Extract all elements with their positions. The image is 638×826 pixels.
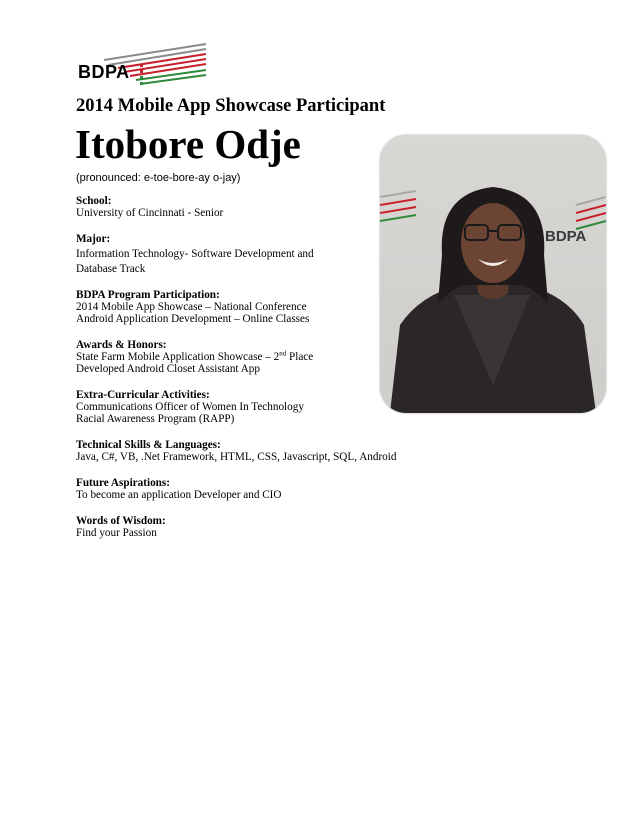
portrait-illustration xyxy=(380,135,606,413)
section-heading: School: xyxy=(76,195,112,207)
page-subtitle: 2014 Mobile App Showcase Participant xyxy=(76,96,386,116)
bdpa-logo xyxy=(78,40,210,92)
backdrop-logo-text: BDPA xyxy=(545,228,587,245)
section-line: 2014 Mobile App Showcase – National Conference xyxy=(76,301,307,313)
participant-photo xyxy=(380,135,606,413)
section-skills xyxy=(76,439,406,463)
section-line: To become an application Developer and CIO xyxy=(76,489,282,501)
section-awards xyxy=(76,339,406,375)
section-line: Java, C#, VB, .Net Framework, HTML, CSS, Javascript, SQL, Android xyxy=(76,451,397,463)
section-line: Find your Passion xyxy=(76,527,157,539)
award-place: Place xyxy=(286,351,314,363)
section-wisdom xyxy=(76,515,406,539)
section-line: Communications Officer of Women In Technology xyxy=(76,401,304,413)
section-line: Information Technology- Software Development and xyxy=(76,248,314,260)
section-line: University of Cincinnati - Senior xyxy=(76,207,224,219)
section-heading: Awards & Honors: xyxy=(76,339,167,351)
section-line: Android Application Development – Online Classes xyxy=(76,313,310,325)
section-major xyxy=(76,233,406,275)
award-ordinal: nd xyxy=(279,349,287,358)
section-line: Database Track xyxy=(76,263,146,275)
profile-sections xyxy=(76,195,406,553)
section-heading: Extra-Curricular Activities: xyxy=(76,389,210,401)
section-aspirations xyxy=(76,477,406,501)
section-line: Racial Awareness Program (RAPP) xyxy=(76,413,235,425)
section-line: Developed Android Closet Assistant App xyxy=(76,363,260,375)
participant-name: Itobore Odje xyxy=(75,121,301,167)
logo-text: BDPA xyxy=(78,62,130,82)
section-activities xyxy=(76,389,406,425)
section-heading: Future Aspirations: xyxy=(76,477,170,489)
section-school xyxy=(76,195,406,219)
pronunciation: (pronounced: e-toe-bore-ay o-jay) xyxy=(76,172,241,184)
section-heading: BDPA Program Participation: xyxy=(76,289,220,301)
section-heading: Words of Wisdom: xyxy=(76,515,166,527)
award-text: State Farm Mobile Application Showcase – 2 xyxy=(76,351,280,363)
section-heading: Technical Skills & Languages: xyxy=(76,439,221,451)
section-heading: Major: xyxy=(76,233,111,245)
section-program xyxy=(76,289,406,325)
section-line xyxy=(76,351,406,363)
